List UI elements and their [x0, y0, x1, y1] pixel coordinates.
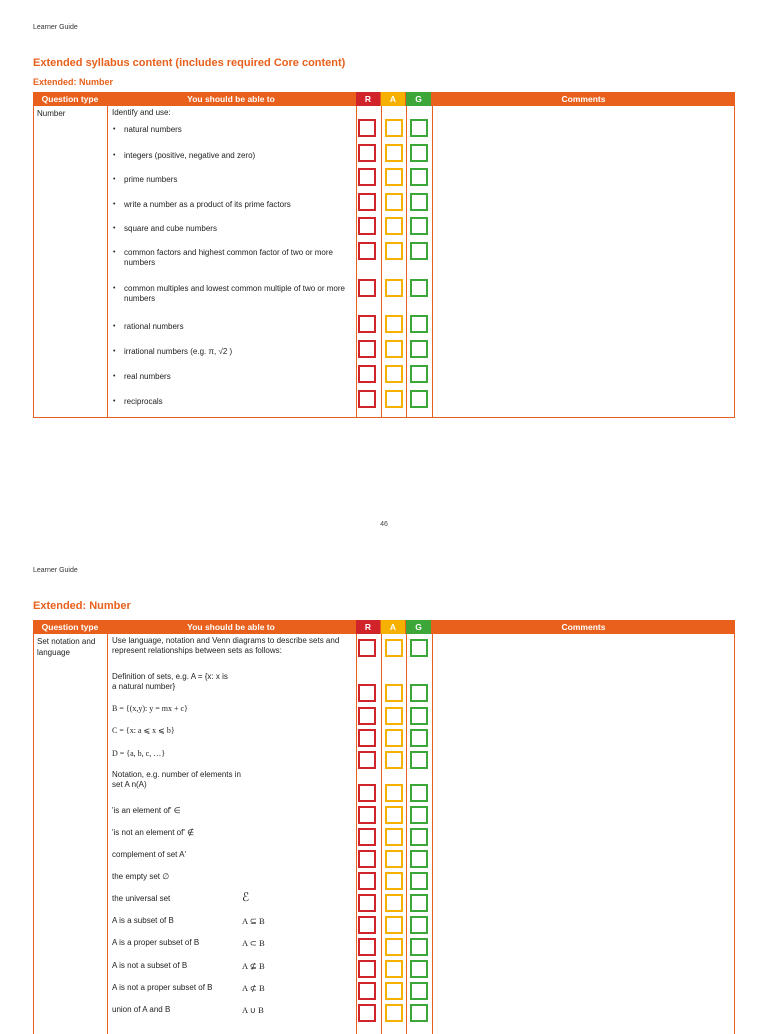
- rating-green-checkbox[interactable]: [410, 850, 428, 868]
- rating-red-checkbox[interactable]: [358, 217, 376, 235]
- rating-red-checkbox[interactable]: [358, 168, 376, 186]
- section-title: Extended syllabus content (includes required Core content): [33, 57, 346, 69]
- rating-amber-checkbox[interactable]: [385, 193, 403, 211]
- rating-red-checkbox[interactable]: [358, 806, 376, 824]
- list-item: A is not a subset of B: [112, 961, 188, 970]
- rating-green-checkbox[interactable]: [410, 242, 428, 260]
- rating-amber-checkbox[interactable]: [385, 365, 403, 383]
- rating-green-checkbox[interactable]: [410, 751, 428, 769]
- list-item: • square and cube numbers: [112, 224, 357, 234]
- list-item: 'is an element of' ∈: [112, 806, 181, 815]
- rag-table-number: [33, 92, 735, 418]
- rating-green-checkbox[interactable]: [410, 365, 428, 383]
- list-item: A is not a proper subset of B: [112, 983, 213, 992]
- rating-green-checkbox[interactable]: [410, 982, 428, 1000]
- list-item: • natural numbers: [112, 125, 357, 135]
- rating-red-checkbox[interactable]: [358, 751, 376, 769]
- rating-red-checkbox[interactable]: [358, 828, 376, 846]
- page-header: Learner Guide: [33, 24, 78, 31]
- rating-green-checkbox[interactable]: [410, 828, 428, 846]
- col-green: G: [406, 620, 431, 634]
- rating-amber-checkbox[interactable]: [385, 119, 403, 137]
- rating-amber-checkbox[interactable]: [385, 872, 403, 890]
- rating-green-checkbox[interactable]: [410, 217, 428, 235]
- col-able-to: You should be able to: [187, 94, 275, 104]
- rating-green-checkbox[interactable]: [410, 1004, 428, 1022]
- rating-green-checkbox[interactable]: [410, 315, 428, 333]
- rating-amber-checkbox[interactable]: [385, 242, 403, 260]
- rating-red-checkbox[interactable]: [358, 684, 376, 702]
- list-item: C = {x: a ⩽ x ⩽ b}: [112, 726, 175, 735]
- rating-amber-checkbox[interactable]: [385, 144, 403, 162]
- list-item: • common factors and highest common factor of two or more numbers: [112, 248, 357, 268]
- rating-green-checkbox[interactable]: [410, 168, 428, 186]
- rating-red-checkbox[interactable]: [358, 242, 376, 260]
- list-item: • rational numbers: [112, 322, 357, 332]
- rating-red-checkbox[interactable]: [358, 1004, 376, 1022]
- rating-red-checkbox[interactable]: [358, 916, 376, 934]
- list-item: complement of set A': [112, 850, 187, 859]
- rating-green-checkbox[interactable]: [410, 872, 428, 890]
- rating-amber-checkbox[interactable]: [385, 784, 403, 802]
- table-header: [33, 92, 735, 106]
- rating-red-checkbox[interactable]: [358, 872, 376, 890]
- rating-green-checkbox[interactable]: [410, 784, 428, 802]
- list-item: • prime numbers: [112, 175, 357, 185]
- rating-amber-checkbox[interactable]: [385, 1004, 403, 1022]
- list-item: A is a proper subset of B: [112, 938, 200, 947]
- col-red: R: [356, 620, 380, 634]
- rating-red-checkbox[interactable]: [358, 144, 376, 162]
- rating-amber-checkbox[interactable]: [385, 850, 403, 868]
- col-question-type: Question type: [41, 94, 99, 104]
- rating-green-checkbox[interactable]: [410, 639, 428, 657]
- rating-red-checkbox[interactable]: [358, 365, 376, 383]
- rating-green-checkbox[interactable]: [410, 340, 428, 358]
- section-subtitle: Extended: Number: [33, 77, 114, 87]
- list-item: • irrational numbers (e.g. π, √2 ): [112, 347, 357, 357]
- list-item: • real numbers: [112, 372, 357, 382]
- list-item: union of A and B: [112, 1005, 171, 1014]
- list-item: • integers (positive, negative and zero): [112, 151, 357, 161]
- rating-red-checkbox[interactable]: [358, 279, 376, 297]
- rating-amber-checkbox[interactable]: [385, 806, 403, 824]
- table-header: [33, 620, 735, 634]
- rating-green-checkbox[interactable]: [410, 390, 428, 408]
- universal-set-symbol: ℰ: [242, 890, 250, 904]
- proper-subset-symbol: A ⊂ B: [242, 938, 265, 948]
- rating-red-checkbox[interactable]: [358, 894, 376, 912]
- list-item: the universal set: [112, 894, 171, 903]
- list-item: • common multiples and lowest common multiple of two or more numbers: [112, 284, 357, 304]
- union-symbol: A ∪ B: [242, 1005, 264, 1015]
- section-title: Extended: Number: [33, 600, 131, 612]
- col-green: G: [406, 92, 431, 106]
- list-item: • reciprocals: [112, 397, 357, 407]
- rating-amber-checkbox[interactable]: [385, 828, 403, 846]
- rating-green-checkbox[interactable]: [410, 916, 428, 934]
- rating-red-checkbox[interactable]: [358, 119, 376, 137]
- not-subset-symbol: A ⊈ B: [242, 961, 265, 971]
- rating-green-checkbox[interactable]: [410, 119, 428, 137]
- col-question-type: Question type: [41, 622, 99, 632]
- rating-amber-checkbox[interactable]: [385, 916, 403, 934]
- page-number: 46: [380, 521, 388, 528]
- rating-red-checkbox[interactable]: [358, 390, 376, 408]
- list-item: the empty set ∅: [112, 872, 170, 881]
- rating-amber-checkbox[interactable]: [385, 707, 403, 725]
- rating-green-checkbox[interactable]: [410, 960, 428, 978]
- subset-symbol: A ⊆ B: [242, 916, 265, 926]
- rating-green-checkbox[interactable]: [410, 707, 428, 725]
- rating-red-checkbox[interactable]: [358, 639, 376, 657]
- list-item: 'is not an element of' ∉: [112, 828, 195, 837]
- rating-green-checkbox[interactable]: [410, 806, 428, 824]
- rating-red-checkbox[interactable]: [358, 340, 376, 358]
- rating-green-checkbox[interactable]: [410, 729, 428, 747]
- col-amber: A: [381, 92, 405, 106]
- rating-red-checkbox[interactable]: [358, 850, 376, 868]
- rating-red-checkbox[interactable]: [358, 938, 376, 956]
- rating-amber-checkbox[interactable]: [385, 340, 403, 358]
- rating-amber-checkbox[interactable]: [385, 751, 403, 769]
- not-proper-subset-symbol: A ⊄ B: [242, 983, 265, 993]
- rating-red-checkbox[interactable]: [358, 707, 376, 725]
- rating-green-checkbox[interactable]: [410, 684, 428, 702]
- rating-green-checkbox[interactable]: [410, 144, 428, 162]
- list-item: A is a subset of B: [112, 916, 174, 925]
- rating-red-checkbox[interactable]: [358, 315, 376, 333]
- question-type: Number: [37, 109, 66, 118]
- rating-amber-checkbox[interactable]: [385, 894, 403, 912]
- rating-green-checkbox[interactable]: [410, 193, 428, 211]
- rating-red-checkbox[interactable]: [358, 193, 376, 211]
- page-header: Learner Guide: [33, 567, 78, 574]
- rating-red-checkbox[interactable]: [358, 982, 376, 1000]
- rating-red-checkbox[interactable]: [358, 784, 376, 802]
- rating-amber-checkbox[interactable]: [385, 684, 403, 702]
- rating-green-checkbox[interactable]: [410, 938, 428, 956]
- rating-green-checkbox[interactable]: [410, 894, 428, 912]
- list-item: D = {a, b, c, …}: [112, 749, 166, 758]
- rating-amber-checkbox[interactable]: [385, 938, 403, 956]
- rating-amber-checkbox[interactable]: [385, 217, 403, 235]
- col-able-to: You should be able to: [187, 622, 275, 632]
- list-item: B = {(x,y): y = mx + c}: [112, 704, 188, 713]
- table-body: [33, 106, 735, 418]
- rating-amber-checkbox[interactable]: [385, 960, 403, 978]
- col-comments: Comments: [561, 94, 606, 104]
- col-red: R: [356, 92, 380, 106]
- rating-amber-checkbox[interactable]: [385, 168, 403, 186]
- list-item: Definition of sets, e.g. A = {x: x is a natural number}: [112, 672, 228, 691]
- table-body: [33, 634, 735, 1034]
- col-amber: A: [381, 620, 405, 634]
- rating-amber-checkbox[interactable]: [385, 639, 403, 657]
- rating-amber-checkbox[interactable]: [385, 279, 403, 297]
- intro-text: Use language, notation and Venn diagrams to describe sets and represent relationships between sets as follows:: [112, 636, 340, 655]
- rating-amber-checkbox[interactable]: [385, 982, 403, 1000]
- col-comments: Comments: [561, 622, 606, 632]
- rating-red-checkbox[interactable]: [358, 729, 376, 747]
- list-item: • write a number as a product of its prime factors: [112, 200, 357, 210]
- rating-red-checkbox[interactable]: [358, 960, 376, 978]
- question-type: Set notation and language: [37, 637, 96, 657]
- list-item: Notation, e.g. number of elements in set A n(A): [112, 770, 241, 789]
- rating-green-checkbox[interactable]: [410, 279, 428, 297]
- rating-amber-checkbox[interactable]: [385, 315, 403, 333]
- rag-table-sets: [33, 620, 735, 1024]
- intro-text: Identify and use:: [112, 108, 171, 117]
- rating-amber-checkbox[interactable]: [385, 390, 403, 408]
- rating-amber-checkbox[interactable]: [385, 729, 403, 747]
